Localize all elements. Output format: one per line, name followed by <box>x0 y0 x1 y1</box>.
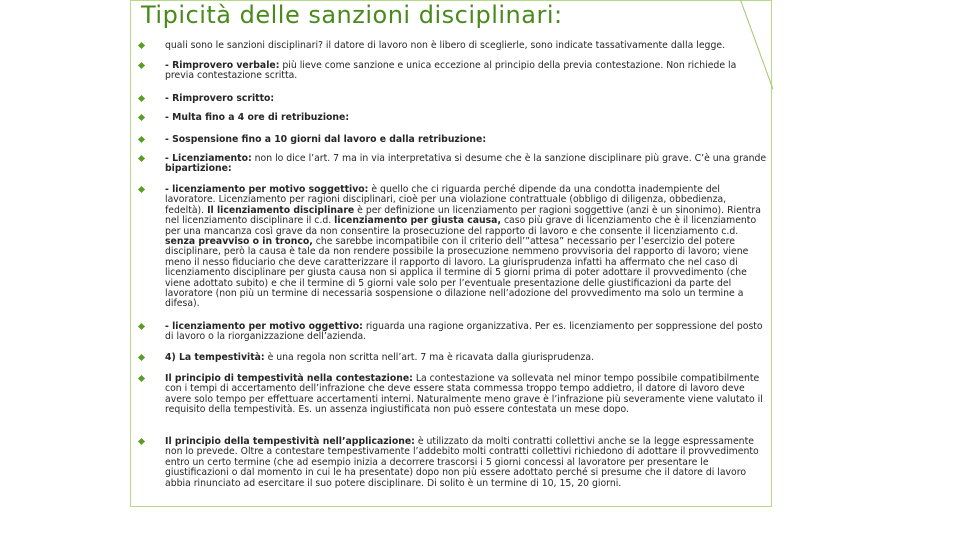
bullet-bold-text: - Licenziamento: <box>165 153 252 164</box>
bullet-text <box>165 41 767 51</box>
diamond-bullet-icon <box>138 375 145 382</box>
bullet-plain-text: riguarda una ragione organizzativa. Per es. licenziamento per soppressione del posto di lavoro o la riorganizzazione dell’azienda. <box>165 321 763 343</box>
bullet-plain-text: è per definizione un licenziamento per ragioni soggettive (anzi è un sinonimo). Rientra nel licenziamento disciplinare il c.d. <box>165 204 761 227</box>
bullet-text <box>165 353 767 363</box>
bullet-bold-text: Il principio della tempestività nell’applicazione: <box>165 436 415 447</box>
slide-title: Tipicità delle sanzioni disciplinari: <box>141 1 563 29</box>
bullet-plain-text: più lieve come sanzione e unica eccezione al principio della previa contestazione. Non richiede la previa contestazione scritta. <box>165 60 737 82</box>
bullet-text <box>165 374 767 416</box>
bullet-plain-text: che sarebbe incompatibile con il criterio dell’”attesa” necessario per l’esercizio del potere disciplinare, però la causa è tale da non rendere possibile la prosecuzione nemmeno provvisoria del rapporto di lavoro; viene meno il nesso fiduciario che deve caratterizzare il rapporto di lavoro. La giurisprudenza infatti ha affermato che nel caso di licenziamento disciplinare per giusta causa non si applica il termine di 5 giorni prima di poter adottare il provvedimento (che viene adottato subito) e che il termine di 5 giorni vale solo per l’eventuale presentazione delle giustificazioni da parte del lavoratore (non più un termine di necessaria sospensione o dilazione nell’adozione del provvedimento ma solo un termine a difesa). <box>165 236 749 310</box>
bullet-text <box>165 322 767 343</box>
bullet-bold-text: licenziamento per giusta causa, <box>334 215 501 227</box>
diamond-bullet-icon <box>138 114 145 121</box>
bullet-plain-text: è quello che ci riguarda perché dipende da una condotta inadempiente del lavoratore. Licenziamento per ragioni disciplinari, cioè per una violazione contrattuale (obbligo di diligenza, obbedienza, fedeltà). <box>165 184 727 216</box>
diamond-bullet-icon <box>138 186 145 193</box>
bullet-bold-text: - licenziamento per motivo oggettivo: <box>165 321 363 332</box>
diamond-bullet-icon <box>138 155 145 162</box>
bullet-text <box>165 437 767 489</box>
diamond-bullet-icon <box>138 136 145 143</box>
bullet-plain-text: quali sono le sanzioni disciplinari? il datore di lavoro non è libero di sceglierle, sono indicate tassativamente dalla legge. <box>165 40 726 51</box>
bullet-text <box>165 61 767 82</box>
bullet-plain-text: non lo dice l’art. 7 ma in via interpretativa si desume che è la sanzione disciplinare più grave. C’è una grande <box>251 153 767 164</box>
bullet-plain-text: caso più grave di licenziamento che è il licenziamento per una mancanza così grave da non consentire la prosecuzione del rapporto di lavoro e che consente il licenziamento c.d. <box>165 215 757 237</box>
bullet-plain-text: è utilizzato da molti contratti collettivi anche se la legge espressamente non lo prevede. Oltre a contestare tempestivamente l’addebito molti contratti collettivi richiedono di adottare il provvedimento entro un certo termine (che ad esempio inizia a decorrere trascorsi i 5 giorni concessi al lavoratore per presentare le giustificazioni o dal momento in cui le ha presentate) dopo non più essere adottato perché si presume che il datore di lavoro abbia rinunciato ad esercitare il suo potere disciplinare. Di solito è un termine di 10, 15, 20 giorni. <box>165 436 759 489</box>
bullet-bold-text: - licenziamento per motivo soggettivo: <box>165 184 369 195</box>
bullet-plain-text: La contestazione va sollevata nel minor tempo possibile compatibilmente con i tempi di accertamento dell’infrazione che deve essere stata commessa troppo tempo addietro, il datore di lavoro deve avere solo tempo per effettuare accertamenti interni. Naturalmente meno grave è l’infrazione più severamente viene valutato il requisito della tempestività. Es. un assenza ingiustificata non può essere contestata un mese dopo. <box>165 373 763 416</box>
diamond-bullet-icon <box>138 323 145 330</box>
bullet-bold-text: Il principio di tempestività nella contestazione: <box>165 373 413 384</box>
diamond-bullet-icon <box>138 95 145 102</box>
bullet-text <box>165 135 767 145</box>
bullet-text <box>165 185 767 310</box>
bullet-bold-text: Il licenziamento disciplinare <box>207 204 355 216</box>
bullet-text <box>165 94 767 104</box>
diamond-bullet-icon <box>138 438 145 445</box>
bullet-plain-text: è una regola non scritta nell’art. 7 ma è ricavata dalla giurisprudenza. <box>264 352 595 363</box>
bullet-bold-text: senza preavviso o in tronco, <box>165 236 313 248</box>
bullet-bold-text: - Sospensione fino a 10 giorni dal lavoro e dalla retribuzione: <box>165 134 487 145</box>
diamond-bullet-icon <box>138 62 145 69</box>
bullet-text <box>165 154 767 175</box>
bullet-bold-text: - Multa fino a 4 ore di retribuzione: <box>165 112 350 123</box>
diamond-bullet-icon <box>138 42 145 49</box>
bullet-text <box>165 113 767 123</box>
bullet-bold-text: 4) La tempestività: <box>165 352 265 363</box>
bullet-bold-text: - Rimprovero scritto: <box>165 93 275 104</box>
bullet-bold-text: bipartizione: <box>165 163 232 175</box>
bullet-bold-text: - Rimprovero verbale: <box>165 60 280 71</box>
diamond-bullet-icon <box>138 354 145 361</box>
